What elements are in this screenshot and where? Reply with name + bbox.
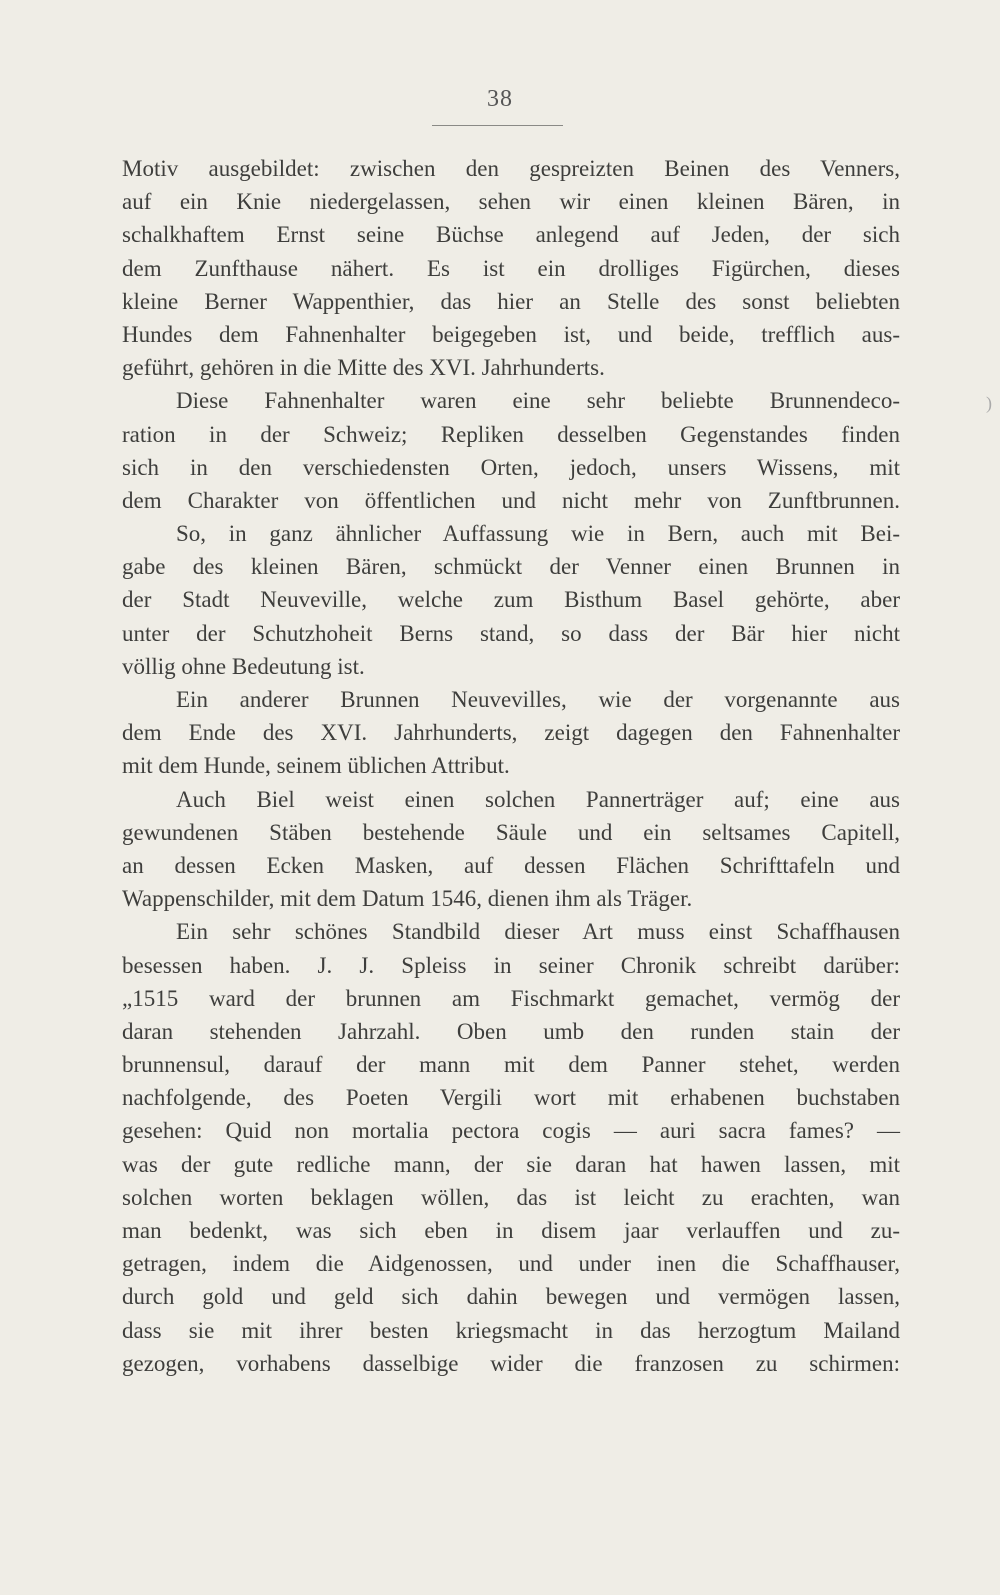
text-line: „1515 ward der brunnen am Fischmarkt gemachet, vermög der bbox=[122, 985, 900, 1011]
margin-mark: ) bbox=[986, 393, 992, 413]
header-rule bbox=[432, 125, 563, 126]
text-line: was der gute redliche mann, der sie daran hat hawen lassen, mit bbox=[122, 1151, 900, 1177]
text-line: kleine Berner Wappenthier, das hier an Stelle des sonst beliebten bbox=[122, 288, 900, 314]
text-line: dem Ende des XVI. Jahrhunderts, zeigt dagegen den Fahnenhalter bbox=[122, 720, 900, 746]
text-line: mit dem Hunde, seinem üblichen Attribut. bbox=[122, 753, 510, 779]
text-line: So, in ganz ähnlicher Auffassung wie in Bern, auch mit Bei- bbox=[176, 521, 900, 547]
text-line: ration in der Schweiz; Repliken desselben Gegenstandes finden bbox=[122, 421, 900, 447]
text-line: man bedenkt, was sich eben in disem jaar verlauffen und zu- bbox=[122, 1218, 900, 1243]
text-line: dass sie mit ihrer besten kriegsmacht in das herzogtum Mailand bbox=[122, 1317, 900, 1343]
text-line: getragen, indem die Aidgenossen, und under inen die Schaffhauser, bbox=[122, 1251, 900, 1277]
text-line: Auch Biel weist einen solchen Pannerträger auf; eine aus bbox=[176, 786, 900, 812]
text-line: Ein sehr schönes Standbild dieser Art muss einst Schaffhausen bbox=[176, 919, 900, 945]
text-line: dem Zunfthause nähert. Es ist ein drolliges Figürchen, dieses bbox=[122, 255, 900, 281]
text-line: sich in den verschiedensten Orten, jedoch, unsers Wissens, mit bbox=[122, 454, 900, 480]
text-line: geführt, gehören in die Mitte des XVI. Jahrhunderts. bbox=[122, 355, 605, 381]
text-line: solchen worten beklagen wöllen, das ist leicht zu erachten, wan bbox=[122, 1184, 900, 1210]
text-line: unter der Schutzhoheit Berns stand, so dass der Bär hier nicht bbox=[122, 620, 900, 646]
body-text bbox=[122, 152, 900, 1380]
text-line: dem Charakter von öffentlichen und nicht mehr von Zunftbrunnen. bbox=[122, 487, 900, 513]
text-line: durch gold und geld sich dahin bewegen und vermögen lassen, bbox=[122, 1284, 900, 1310]
text-line: daran stehenden Jahrzahl. Oben umb den runden stain der bbox=[122, 1018, 900, 1044]
text-line: der Stadt Neuveville, welche zum Bisthum Basel gehörte, aber bbox=[122, 587, 900, 613]
text-line: völlig ohne Bedeutung ist. bbox=[122, 653, 365, 679]
text-line: Wappenschilder, mit dem Datum 1546, dienen ihm als Träger. bbox=[122, 886, 693, 912]
text-line: gesehen: Quid non mortalia pectora cogis — auri sacra fames? — bbox=[122, 1118, 900, 1144]
text-line: schalkhaftem Ernst seine Büchse anlegend auf Jeden, der sich bbox=[122, 222, 900, 248]
text-line: an dessen Ecken Masken, auf dessen Flächen Schrifttafeln und bbox=[122, 852, 900, 878]
text-line: gewundenen Stäben bestehende Säule und ein seltsames Capitell, bbox=[122, 819, 900, 845]
text-line: auf ein Knie niedergelassen, sehen wir einen kleinen Bären, in bbox=[122, 189, 900, 215]
text-line: Diese Fahnenhalter waren eine sehr beliebte Brunnendeco- bbox=[176, 388, 900, 414]
text-line: gabe des kleinen Bären, schmückt der Venner einen Brunnen in bbox=[122, 554, 900, 580]
text-line: Motiv ausgebildet: zwischen den gespreizten Beinen des Venners, bbox=[122, 156, 900, 181]
text-line: besessen haben. J. J. Spleiss in seiner Chronik schreibt darüber: bbox=[122, 952, 900, 978]
text-line: gezogen, vorhabens dasselbige wider die franzosen zu schirmen: bbox=[122, 1350, 900, 1376]
text-line: nachfolgende, des Poeten Vergili wort mit erhabenen buchstaben bbox=[122, 1085, 900, 1111]
text-line: Ein anderer Brunnen Neuvevilles, wie der vorgenannte aus bbox=[176, 687, 900, 712]
text-line: brunnensul, darauf der mann mit dem Panner stehet, werden bbox=[122, 1052, 900, 1078]
text-line: Hundes dem Fahnenhalter beigegeben ist, und beide, trefflich aus- bbox=[122, 321, 900, 347]
page-number: 38 bbox=[487, 86, 513, 112]
